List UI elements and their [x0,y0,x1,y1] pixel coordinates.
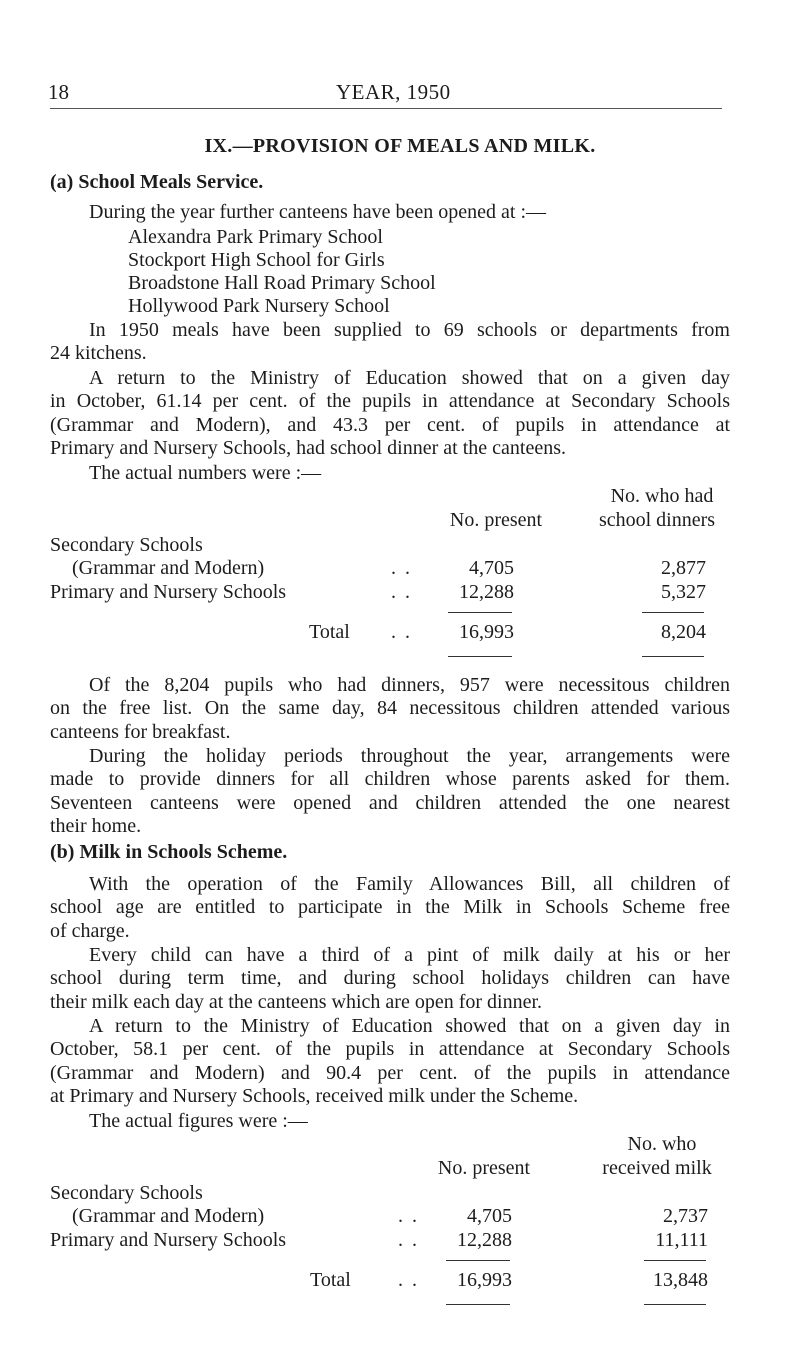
row-label: (Grammar and Modern) [72,557,265,579]
meals-paragraph-4 [50,745,730,839]
leader-dots: . . [398,1229,419,1251]
table-cell: 8,204 [661,621,706,643]
table-cell: 2,877 [661,557,706,579]
text-line: A return to the Ministry of Education showed that on a given day in [89,1015,730,1037]
meals-heading: (a) School Meals Service. [50,171,264,193]
milk-paragraph-1 [50,873,730,943]
figures-intro: The actual figures were :— [89,1110,308,1132]
table-cell: 16,993 [459,621,514,643]
text-line: Primary and Nursery Schools, had school dinner at the canteens. [50,437,566,460]
meals-intro: During the year further canteens have been opened at :— [89,201,547,223]
leader-dots: . . [398,1205,419,1227]
table-cell: 4,705 [467,1205,512,1227]
text-line: (Grammar and Modern) and 90.4 per cent. of the pupils in attendance [50,1061,730,1084]
text-line: their home. [50,815,142,838]
text-line: 24 kitchens. [50,342,147,365]
milk-paragraph-3 [50,1015,730,1109]
text-line: canteens for breakfast. [50,720,231,743]
text-line: in October, 61.14 per cent. of the pupils in attendance at Secondary Schools [50,390,730,413]
text-line: With the operation of the Family Allowances Bill, all children of [89,873,730,895]
text-line: In 1950 meals have been supplied to 69 schools or departments from [89,319,730,341]
total-label: Total [309,621,350,643]
milk-paragraph-2 [50,944,730,1014]
text-line: on the free list. On the same day, 84 necessitous children attended various [50,697,730,720]
row-label: (Grammar and Modern) [72,1205,265,1227]
text-line: their milk each day at the canteens which are open for dinner. [50,990,543,1013]
total-rule [446,1304,510,1305]
column-header: No. who had [610,485,714,507]
table-cell: 11,111 [655,1229,708,1251]
text-line: Seventeen canteens were opened and children attended the one nearest [50,791,730,814]
column-header: No. who [627,1133,697,1155]
canteen-item: Stockport High School for Girls [128,249,385,271]
column-header: received milk [602,1157,712,1179]
text-line: Every child can have a third of a pint of milk daily at his or her [89,944,730,966]
leader-dots: . . [391,581,412,603]
page-number: 18 [48,80,69,104]
text-line: made to provide dinners for all children whose parents asked for them. [50,768,730,791]
text-line: During the holiday periods throughout the year, arrangements were [89,745,730,767]
subtotal-rule [448,612,512,613]
header-rule [50,108,722,109]
total-label: Total [310,1269,351,1291]
text-line: of charge. [50,919,130,942]
text-line: (Grammar and Modern), and 43.3 per cent. of pupils in attendance at [50,413,730,436]
meals-paragraph-1 [50,319,730,366]
text-line: at Primary and Nursery Schools, received milk under the Scheme. [50,1085,579,1108]
table-cell: 5,327 [661,581,706,603]
row-label: Primary and Nursery Schools [50,1229,287,1251]
numbers-intro: The actual numbers were :— [89,462,322,484]
subtotal-rule [446,1260,510,1261]
subtotal-rule [642,612,704,613]
table-cell: 4,705 [469,557,514,579]
total-rule [448,656,512,657]
leader-dots: . . [391,557,412,579]
table-cell: 2,737 [663,1205,708,1227]
text-line: Of the 8,204 pupils who had dinners, 957 were necessitous children [89,674,730,696]
table-cell: 13,848 [653,1269,708,1291]
canteen-item: Broadstone Hall Road Primary School [128,272,436,294]
total-rule [642,656,704,657]
column-header: No. present [449,509,543,531]
row-group-label: Secondary Schools [50,1182,203,1204]
column-header: school dinners [598,509,716,531]
section-title: IX.—PROVISION OF MEALS AND MILK. [204,135,596,157]
leader-dots: . . [398,1269,419,1291]
row-group-label: Secondary Schools [50,534,203,556]
meals-paragraph-2 [50,367,730,461]
running-title: YEAR, 1950 [336,80,451,104]
leader-dots: . . [391,621,412,643]
milk-heading: (b) Milk in Schools Scheme. [50,841,288,863]
column-header: No. present [437,1157,531,1179]
table-cell: 16,993 [457,1269,512,1291]
text-line: A return to the Ministry of Education showed that on a given day [89,367,730,389]
table-cell: 12,288 [457,1229,512,1251]
text-line: school during term time, and during school holidays children can have [50,967,730,990]
row-label: Primary and Nursery Schools [50,581,287,603]
meals-paragraph-3 [50,674,730,744]
subtotal-rule [644,1260,706,1261]
canteen-item: Alexandra Park Primary School [128,226,383,248]
text-line: October, 58.1 per cent. of the pupils in attendance at Secondary Schools [50,1038,730,1061]
text-line: school age are entitled to participate in the Milk in Schools Scheme free [50,896,730,919]
total-rule [644,1304,706,1305]
table-cell: 12,288 [459,581,514,603]
canteen-item: Hollywood Park Nursery School [128,295,390,317]
